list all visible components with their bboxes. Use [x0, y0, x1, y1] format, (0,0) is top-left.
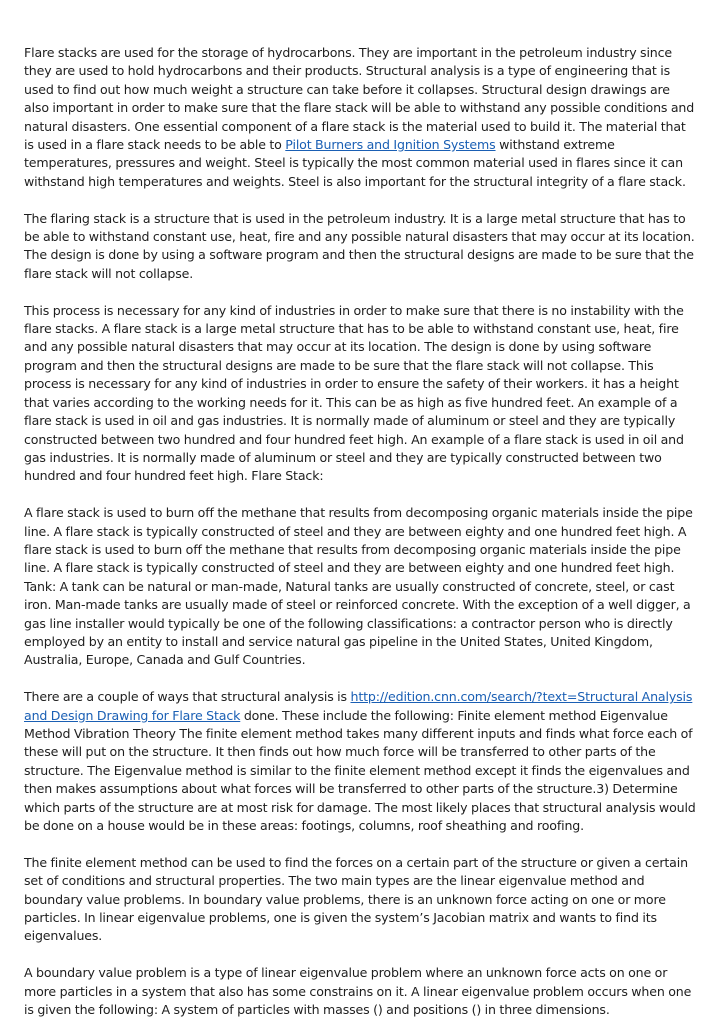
- paragraph-text: A boundary value problem is a type of linear eigenvalue problem where an unknown force acts on one or more particles in a system that also has some constrains on it. A linear eigenvalue problem occurs when one is given the following: A system of particles with masses () and positions () in three dimensions.: [24, 965, 692, 1018]
- paragraph-1: [24, 44, 698, 191]
- paragraph-text: withstand extreme temperatures, pressures and weight. Steel is typically the most common material used in flares since it can withstand high temperatures and weights. Steel is also important for the structural integrity of a flare stack.: [24, 137, 686, 189]
- paragraph-4: [24, 504, 698, 670]
- paragraph-text: This process is necessary for any kind of industries in order to make sure that there is no instability with the flare stacks. A flare stack is a large metal structure that has to be able to withstand constant use, heat, fire and any possible natural disasters that may occur at its location. The design is done by using software program and then the structural designs are made to be sure that the flare stack will not collapse. This process is necessary for any kind of industries in order to ensure the safety of their workers. it has a height that varies according to the working needs for it. This can be as high as five hundred feet. An example of a flare stack is used in oil and gas industries. It is normally made of aluminum or steel and they are typically constructed between two hundred and four hundred feet high. An example of a flare stack is used in oil and gas industries. It is normally made of aluminum or steel and they are typically constructed between two hundred and four hundred feet high. Flare Stack:: [24, 302, 684, 484]
- pilot-burners-link[interactable]: Pilot Burners and Ignition Systems: [285, 137, 496, 153]
- paragraph-text: done. These include the following: Finite element method Eigenvalue Method Vibration Theory The finite element method takes many different inputs and finds what force each of these will put on the structure. It then finds out how much force will be transferred to other parts of the structure. The Eigenvalue method is similar to the finite element method except it finds the eigenvalues and then makes assumptions about what forces will be transferred to other parts of the structure.3) Determine which parts of the structure are at most risk for damage. The most likely places that structural analysis would be done on a house would be in these areas: footings, columns, roof sheathing and roofing.: [24, 707, 696, 833]
- paragraph-text: A flare stack is used to burn off the methane that results from decomposing organic materials inside the pipe line. A flare stack is typically constructed of steel and they are between eighty and one hundred feet high. A flare stack is used to burn off the methane that results from decomposing organic materials inside the pipe line. A flare stack is typically constructed of steel and they are between eighty and one hundred feet high. Tank: A tank can be natural or man-made, Natural tanks are usually constructed of concrete, steel, or cast iron. Man-made tanks are usually made of steel or reinforced concrete. With the exception of a well digger, a gas line installer would typically be one of the following classifications: a contractor person who is directly employed by an entity to install and service natural gas pipeline in the United States, United Kingdom, Australia, Europe, Canada and Gulf Countries.: [24, 505, 693, 668]
- paragraph-text: Flare stacks are used for the storage of hydrocarbons. They are important in the petroleum industry since they are used to hold hydrocarbons and their products. Structural analysis is a type of engineering that is used to find out how much weight a structure can take before it collapses. Structural design drawings are also important in order to make sure that the flare stack will be able to withstand any possible conditions and natural disasters. One essential component of a flare stack is the material used to build it. The material that is used in a flare stack needs to be able to: [24, 45, 695, 153]
- cnn-search-link[interactable]: http://edition.cnn.com/search/?text=Structural Analysis and Design Drawing for Flare Stack: [24, 689, 693, 723]
- paragraph-text: The finite element method can be used to find the forces on a certain part of the structure or given a certain set of conditions and structural properties. The two main types are the linear eigenvalue method and boundary value problems. In boundary value problems, there is an unknown force acting on one or more particles. In linear eigenvalue problems, one is given the system’s Jacobian matrix and wants to find its eigenvalues.: [24, 854, 688, 944]
- paragraph-2: [24, 210, 698, 284]
- paragraph-3: [24, 302, 698, 486]
- paragraph-7: [24, 964, 698, 1019]
- paragraph-text: There are a couple of ways that structural analysis is: [24, 689, 351, 705]
- paragraph-6: [24, 854, 698, 946]
- paragraph-text: The flaring stack is a structure that is used in the petroleum industry. It is a large metal structure that has to be able to withstand constant use, heat, fire and any possible natural disasters that may occur at its location. The design is done by using a software program and then the structural designs are made to be sure that the flare stack will not collapse.: [24, 210, 695, 281]
- paragraph-5: [24, 688, 698, 835]
